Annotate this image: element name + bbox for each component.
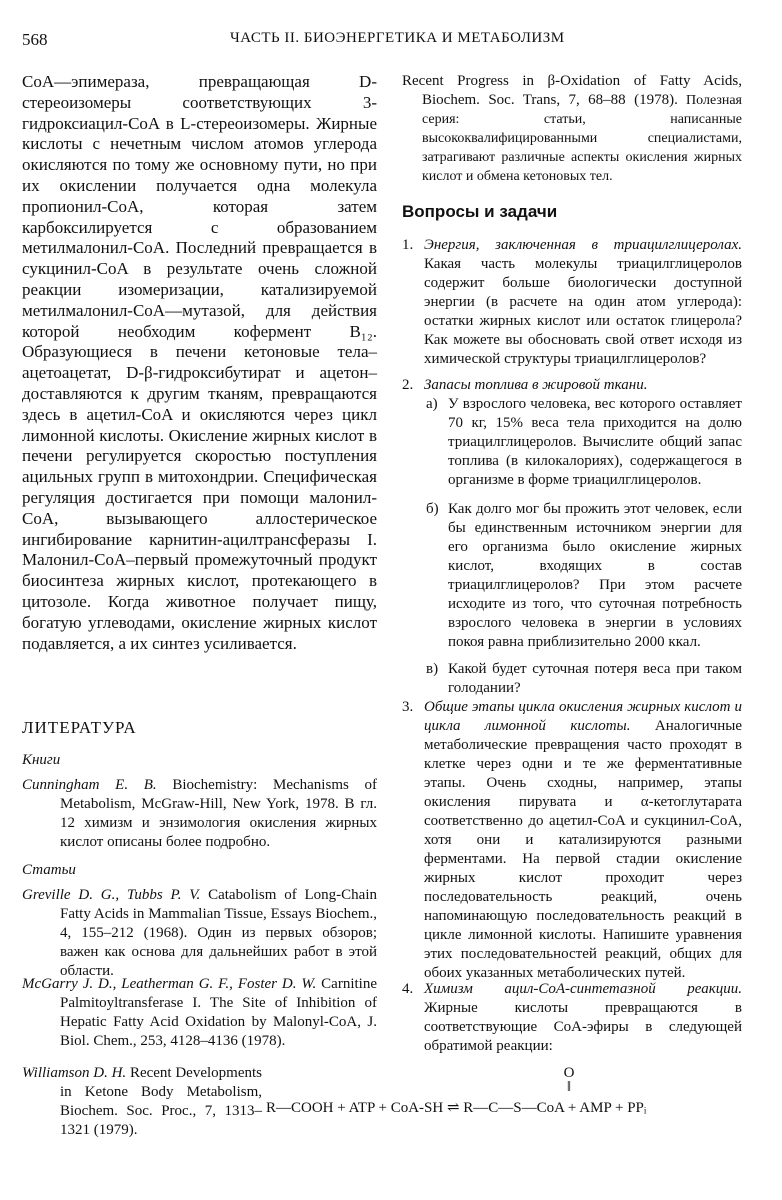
reference-item (22, 1064, 262, 1140)
reference-item (22, 975, 377, 1051)
question-text: Какая часть молекулы триацилглицеролов содержит больше биологически доступной энергии (в расчете на один атом углерода): остатки жирных кислот или остаток глицерола? Как можете вы обосновать свой ответ исходя из химической структуры триацилглицеролов? (424, 256, 742, 367)
question-3 (402, 698, 742, 983)
reference-item (22, 886, 377, 981)
question-2c (426, 660, 742, 698)
page-number: 568 (22, 30, 48, 49)
question-title: Общие этапы цикла окисления жирных кислот и цикла лимонной кислоты. (424, 699, 742, 734)
left-column (22, 72, 377, 654)
reference-text: Carnitine Palmitoyltransferase I. The Site of Inhibition of Hepatic Fatty Acid Oxidation by Malonyl-CoA, J. Biol. Chem., 253, 4128–4136 (1978). (60, 976, 377, 1049)
question-text: Аналогичные метаболические превращения часто проходят в клетке через одни и те же ферментативные этапы. Очень сходны, например, этапы окисления пирувата и α-кетоглутарата соответственно до ацетил-CoA и сукцинил-CoA, хотя они и катализируются разными ферментами. На первой стадии окисление жирных кислот проходит через последовательность реакций, очень напоминающую последовательность реакций в цикле лимонной кислоты. Напишите уравнения этих последовательностей реакций, общих для обоих указанных метаболических путей. (424, 718, 742, 981)
body-paragraph: CoA—эпимераза, превращающая D-стереоизомеры соответствующих 3-гидроксиацил-CoA в L-стереоизомеры. Жирные кислоты с нечетным числом атомов углерода окисляются по тому же основному пути, но при их окислении получается одна молекула пропионил-CoA, которая затем карбоксилируется с образованием метилмалонил-CoA. Последний превращается в сукцинил-CoA в результате очень сложной реакции изомеризации, катализируемой метилмалонил-CoA—мутазой, для действия которой необходим кофермент B₁₂. Образующиеся в печени кетоновые тела–ацетоацетат, D-β-гидроксибутират и ацетон–доставляются к другим тканям, превращаются здесь в ацетил-CoA и окисляются через цикл лимонной кислоты. Окисление жирных кислот в печени регулируется скоростью поступления ацильных групп в митохондрии. Специфическая регуляция достигается при помощи малонил-CoA, вызывающего аллостерическое ингибирование карнитин-ацилтрансферазы I. Малонил-CoA–первый промежуточный продукт биосинтеза жирных кислот, протекающего в цитозоле. Когда животное получает пищу, богатую углеводами, окисление жирных кислот подавляется, а их синтез усиливается. (22, 72, 377, 653)
reference-item (22, 776, 377, 852)
reference-authors: Greville D. G., Tubbs P. V. (22, 887, 201, 903)
subquestion-label: б) (426, 501, 439, 517)
subquestion-label: в) (426, 661, 439, 677)
question-2a (426, 395, 742, 490)
question-2 (402, 376, 742, 395)
continued-reference (402, 72, 742, 186)
right-column (402, 72, 742, 186)
subquestion-text: Какой будет суточная потеря веса при таком голодании? (448, 661, 742, 696)
question-title: Химизм ацил-CoA-синтетазной реакции. (424, 981, 742, 997)
books-label: Книги (22, 752, 61, 768)
subquestion-text: У взрослого человека, вес которого оставляет 70 кг, 15% веса тела приходится на долю триацилглицеролов. Вычислите общий запас топлива (в килокалориях), содержащегося в организме в форме триацилглицеролов. (448, 396, 742, 488)
questions-heading: Вопросы и задачи (402, 202, 558, 221)
equation-double-bond: ‖ (566, 1079, 572, 1095)
question-text: Жирные кислоты превращаются в соответствующие CoA-эфиры в следующей обратимой реакции: (424, 1000, 742, 1054)
running-title: ЧАСТЬ II. БИОЭНЕРГЕТИКА И МЕТАБОЛИЗМ (230, 30, 565, 46)
question-number: 1. (402, 237, 414, 253)
continued-reference-note: Полезная серия: статьи, написанные высококвалифицированными специалистами, затрагивают различные аспекты окисления жирных кислот и обмена кетоновых тел. (422, 93, 743, 184)
reference-authors: McGarry J. D., Leatherman G. F., Foster D. W. (22, 976, 317, 992)
question-2b (426, 500, 742, 652)
question-4 (402, 980, 742, 1056)
subquestion-label: а) (426, 396, 438, 412)
reference-text: Recent Developments in Ketone Body Metabolism, Biochem. Soc. Proc., 7, 1313–1321 (1979). (60, 1065, 262, 1138)
question-number: 3. (402, 699, 414, 715)
reference-authors: Williamson D. H. (22, 1065, 127, 1081)
question-title: Энергия, заключенная в триацилглицеролах. (424, 237, 742, 253)
literature-heading: ЛИТЕРАТУРА (22, 718, 137, 737)
reference-text: Biochemistry: Mechanisms of Metabolism, McGraw-Hill, New York, 1978. В гл. 12 химизм и энзимология окисления жирных кислот описаны более подробно. (60, 777, 377, 850)
question-title: Запасы топлива в жировой ткани. (424, 377, 648, 393)
reaction-equation: R—COOH + ATP + CoA-SH ⇌ R—C—S—CoA + AMP + PPᵢ (266, 1100, 647, 1116)
articles-label: Статьи (22, 862, 76, 878)
question-number: 4. (402, 981, 414, 997)
equation-carbonyl (562, 1066, 576, 1094)
question-number: 2. (402, 377, 414, 393)
equation-oxygen: O (563, 1065, 575, 1081)
subquestion-text: Как долго мог бы прожить этот человек, если бы единственным источником энергии для его организма было окисление жирных кислот, входящих в состав триацилглицеролов? При этом расчете исходите из того, что суточная потребность взрослого человека в энергии в условиях покоя равна приблизительно 2000 ккал. (448, 501, 742, 650)
reference-text: Catabolism of Long-Chain Fatty Acids in Mammalian Tissue, Essays Biochem., 4, 155–212 (1968). Один из первых обзоров; важен как основа для дальнейших работ в этой области. (60, 887, 377, 979)
question-1 (402, 236, 742, 369)
continued-reference-text: Recent Progress in β-Oxidation of Fatty Acids, Biochem. Soc. Trans, 7, 68–88 (1978). (402, 73, 742, 108)
reference-authors: Cunningham E. B. (22, 777, 157, 793)
